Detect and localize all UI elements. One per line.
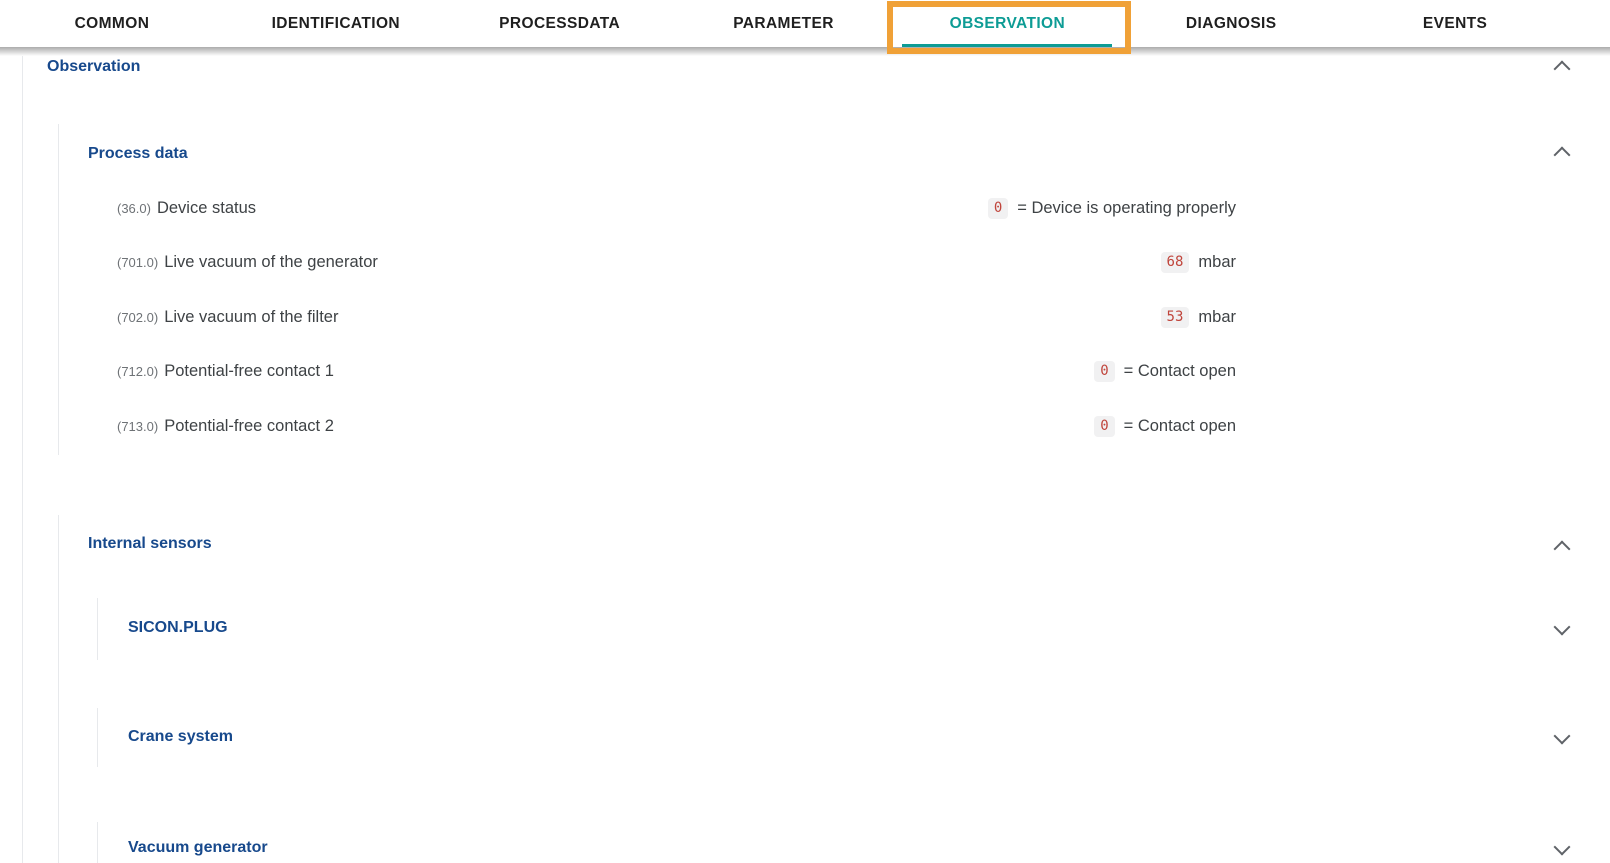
parameter-label: Device status xyxy=(156,198,257,217)
value-unit: mbar xyxy=(1198,252,1236,271)
parameter-id: (712.0) xyxy=(117,363,159,379)
value-chip: 0 xyxy=(1094,416,1114,437)
tab-parameter[interactable] xyxy=(672,0,896,47)
chevron-down-icon[interactable] xyxy=(1554,839,1571,856)
value-description: = Contact open xyxy=(1123,416,1236,435)
parameter-id: (713.0) xyxy=(117,418,159,434)
chevron-up-icon[interactable] xyxy=(1554,541,1571,558)
chevron-up-icon[interactable] xyxy=(1554,147,1571,164)
parameter-label: Potential-free contact 2 xyxy=(164,416,334,435)
sicon-plug-section-header[interactable]: SICON.PLUG xyxy=(128,619,228,636)
value-chip: 0 xyxy=(988,198,1008,219)
parameter-id: (701.0) xyxy=(117,254,159,270)
value-chip: 53 xyxy=(1161,307,1190,328)
process-data-row-contact-2 xyxy=(117,413,1236,439)
tab-label: OBSERVATION xyxy=(949,14,1066,32)
chevron-up-icon[interactable] xyxy=(1554,61,1571,78)
tab-label: IDENTIFICATION xyxy=(271,14,401,32)
parameter-value xyxy=(988,195,1236,221)
indent-guide-observation xyxy=(22,56,23,863)
tab-common[interactable] xyxy=(0,0,224,47)
tab-observation[interactable] xyxy=(895,0,1119,47)
tab-label: EVENTS xyxy=(1422,14,1488,32)
parameter-value xyxy=(1094,358,1236,384)
vacuum-generator-section-header[interactable]: Vacuum generator xyxy=(128,839,268,856)
internal-sensors-section-header[interactable]: Internal sensors xyxy=(88,535,212,552)
parameter-label: Live vacuum of the generator xyxy=(164,252,378,271)
parameter-id: (702.0) xyxy=(117,309,159,325)
indent-guide-internal-sensors xyxy=(58,515,59,863)
tab-diagnosis[interactable] xyxy=(1119,0,1343,47)
value-chip: 0 xyxy=(1094,361,1114,382)
process-data-row-contact-1 xyxy=(117,358,1236,384)
value-unit: mbar xyxy=(1198,307,1236,326)
indent-guide-vacuum-generator xyxy=(97,822,98,863)
parameter-value xyxy=(1094,413,1236,439)
tab-label: PROCESSDATA xyxy=(499,14,621,32)
process-data-row-vacuum-generator xyxy=(117,249,1236,275)
chevron-down-icon[interactable] xyxy=(1554,728,1571,745)
process-data-row-vacuum-filter xyxy=(117,304,1236,330)
parameter-value xyxy=(1161,304,1236,330)
value-description: = Contact open xyxy=(1123,361,1236,380)
value-description: = Device is operating properly xyxy=(1017,198,1236,217)
value-chip: 68 xyxy=(1161,252,1190,273)
parameter-label: Live vacuum of the filter xyxy=(164,307,339,326)
tab-label: DIAGNOSIS xyxy=(1185,14,1277,32)
tab-label: COMMON xyxy=(74,14,150,32)
indent-guide-process-data xyxy=(58,124,59,455)
crane-system-section-header[interactable]: Crane system xyxy=(128,728,233,745)
tab-label: PARAMETER xyxy=(733,14,834,32)
indent-guide-crane-system xyxy=(97,708,98,767)
active-tab-underline xyxy=(902,44,1112,47)
indent-guide-sicon-plug xyxy=(97,598,98,660)
tab-events[interactable] xyxy=(1343,0,1567,47)
parameter-value xyxy=(1161,249,1236,275)
process-data-section-header[interactable]: Process data xyxy=(88,145,188,162)
chevron-down-icon[interactable] xyxy=(1554,619,1571,636)
tab-bar-shadow xyxy=(0,47,1610,56)
process-data-row-device-status xyxy=(117,195,1236,221)
tab-processdata[interactable] xyxy=(448,0,672,47)
tab-identification[interactable] xyxy=(224,0,448,47)
parameter-id: (36.0) xyxy=(117,200,151,216)
parameter-label: Potential-free contact 1 xyxy=(164,361,334,380)
observation-section-header[interactable]: Observation xyxy=(47,58,141,75)
tab-bar xyxy=(0,0,1567,47)
